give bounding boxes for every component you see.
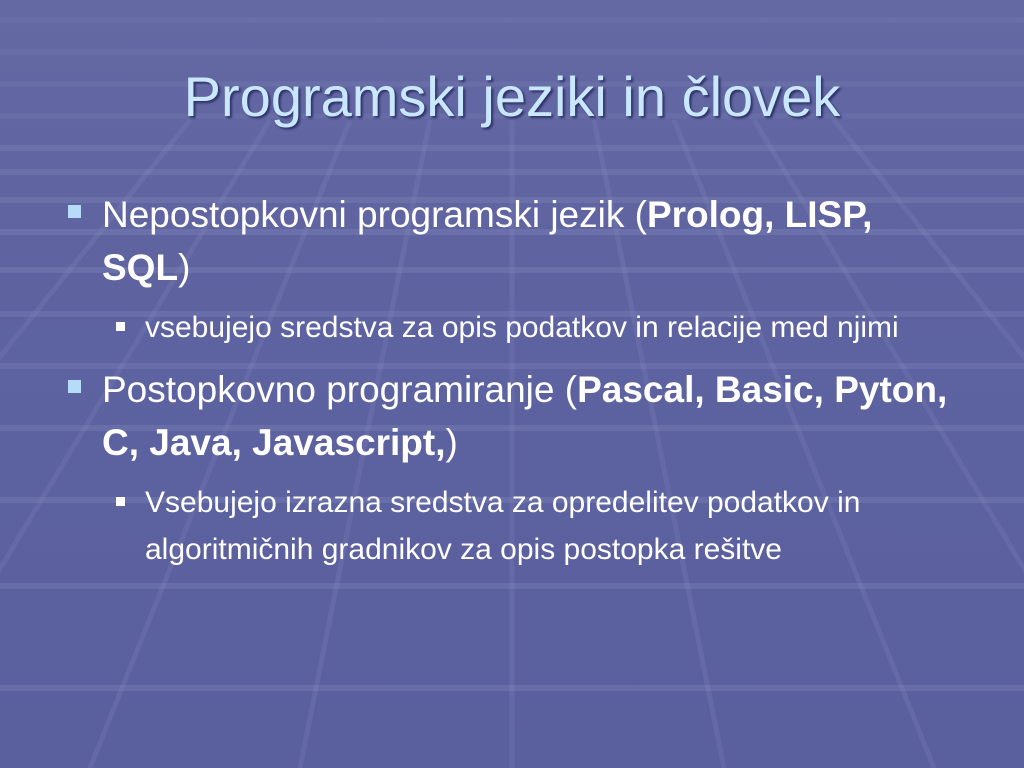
bullet-text-languages: Prolog, LISP, SQL: [102, 194, 873, 288]
bullet-text-languages: Pascal, Basic, Pyton, C, Java, Javascript,: [102, 369, 948, 463]
bullet-item-procedural: [62, 363, 962, 469]
bullet-list: [62, 188, 962, 585]
square-bullet-icon: [68, 205, 81, 218]
slide-title: Programski jeziki in človek: [183, 65, 841, 128]
small-square-bullet-icon: [116, 497, 125, 506]
bullet-text-pre: Postopkovno programiranje (: [102, 369, 578, 410]
sub-bullet-item-procedural: [102, 479, 962, 573]
sub-bullet-text: vsebujejo sredstva za opis podatkov in relacije med njimi: [145, 311, 899, 344]
bullet-text-post: ): [178, 247, 191, 288]
bullet-text-post: ): [445, 422, 458, 463]
bullet-item-nonprocedural: [62, 188, 962, 294]
bullet-text-pre: Nepostopkovni programski jezik (: [102, 194, 647, 235]
square-bullet-icon: [68, 380, 81, 393]
sub-bullet-item-nonprocedural: [102, 304, 962, 351]
small-square-bullet-icon: [116, 322, 125, 331]
sub-bullet-text: Vsebujejo izrazna sredstva za opredelitev podatkov in algoritmičnih gradnikov za opis postopka rešitve: [145, 486, 861, 566]
